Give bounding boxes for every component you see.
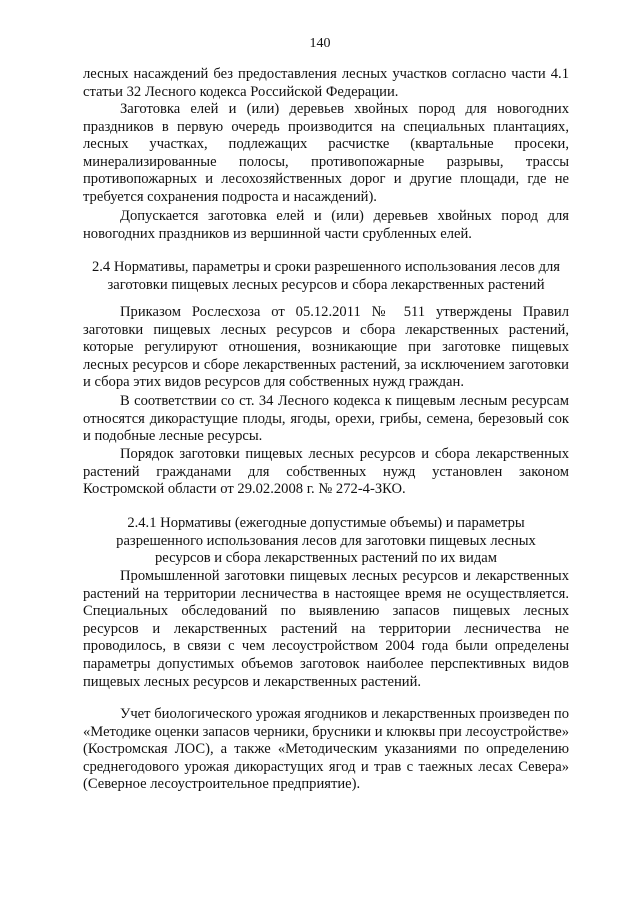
paragraph-forest-code-art-34: В соответствии со ст. 34 Лесного кодекса к пищевым лесным ресурсам относятся дикорастущие плоды, ягоды, орехи, грибы, семена, березовый сок и подобные лесные ресурсы. [83, 393, 569, 445]
section-heading-2-4: 2.4 Нормативы, параметры и сроки разрешенного использования лесов для заготовки пищевых лесных ресурсов и сбора лекарственных растений [91, 259, 561, 293]
section-heading-2-4-1: 2.4.1 Нормативы (ежегодные допустимые объемы) и параметры разрешенного использования лесов для заготовки пищевых лесных ресурсов и сбора лекарственных растений по их видам [116, 515, 536, 567]
paragraph-order-rosleshoz: Приказом Рослесхоза от 05.12.2011 № 511 утверждены Правил заготовки пищевых лесных ресурсов и сбора лекарственных растений, которые регулируют отношения, возникающие при заготовке пищевых лесных ресурсов и сборе лекарственных растений, за исключением заготовки и сбора этих видов ресурсов для собственных нужд граждан. [83, 304, 569, 391]
paragraph-industrial-harvesting: Промышленной заготовки пищевых лесных ресурсов и лекарственных растений на территории лесничества в настоящее время не осуществляется. Специальных обследований по выявлению запасов пищевых лесных ресурсов и лекарственных растений на территории лесничества не проводилось, в связи с чем лесоустройством 2004 года были определены параметры допустимых объемов заготовок наиболее перспективных видов пищевых лесных ресурсов и лекарственных растений. [83, 568, 569, 690]
paragraph-christmas-trees-harvesting: Заготовка елей и (или) деревьев хвойных пород для новогодних праздников в первую очередь производится на специальных плантациях, лесных участках, подлежащих расчистке (квартальные просеки, минерализированные полосы, противопожарные разрывы, трассы противопожарных и лесохозяйственных дорог и другие площади, где не требуется сохранения подроста и насаждений). [83, 101, 569, 205]
paragraph-biological-yield: Учет биологического урожая ягодников и лекарственных произведен по «Методике оценки запасов черники, брусники и клюквы при лесоустройстве» (Костромская ЛОС), а также «Методическим указаниями по определению среднегодового урожая дикорастущих ягод и трав с таежных лесах Севера» (Северное лесоустроительное предприятие). [83, 706, 569, 793]
paragraph-continuation: лесных насаждений без предоставления лесных участков согласно части 4.1 статьи 32 Лесного кодекса Российской Федерации. [83, 66, 569, 100]
paragraph-kostroma-law: Порядок заготовки пищевых лесных ресурсов и сбора лекарственных растений гражданами для собственных нужд установлен законом Костромской области от 29.02.2008 г. № 272-4-ЗКО. [83, 446, 569, 498]
paragraph-christmas-trees-tops: Допускается заготовка елей и (или) деревьев хвойных пород для новогодних праздников из вершинной части срубленных елей. [83, 208, 569, 242]
page-number: 140 [309, 36, 331, 51]
